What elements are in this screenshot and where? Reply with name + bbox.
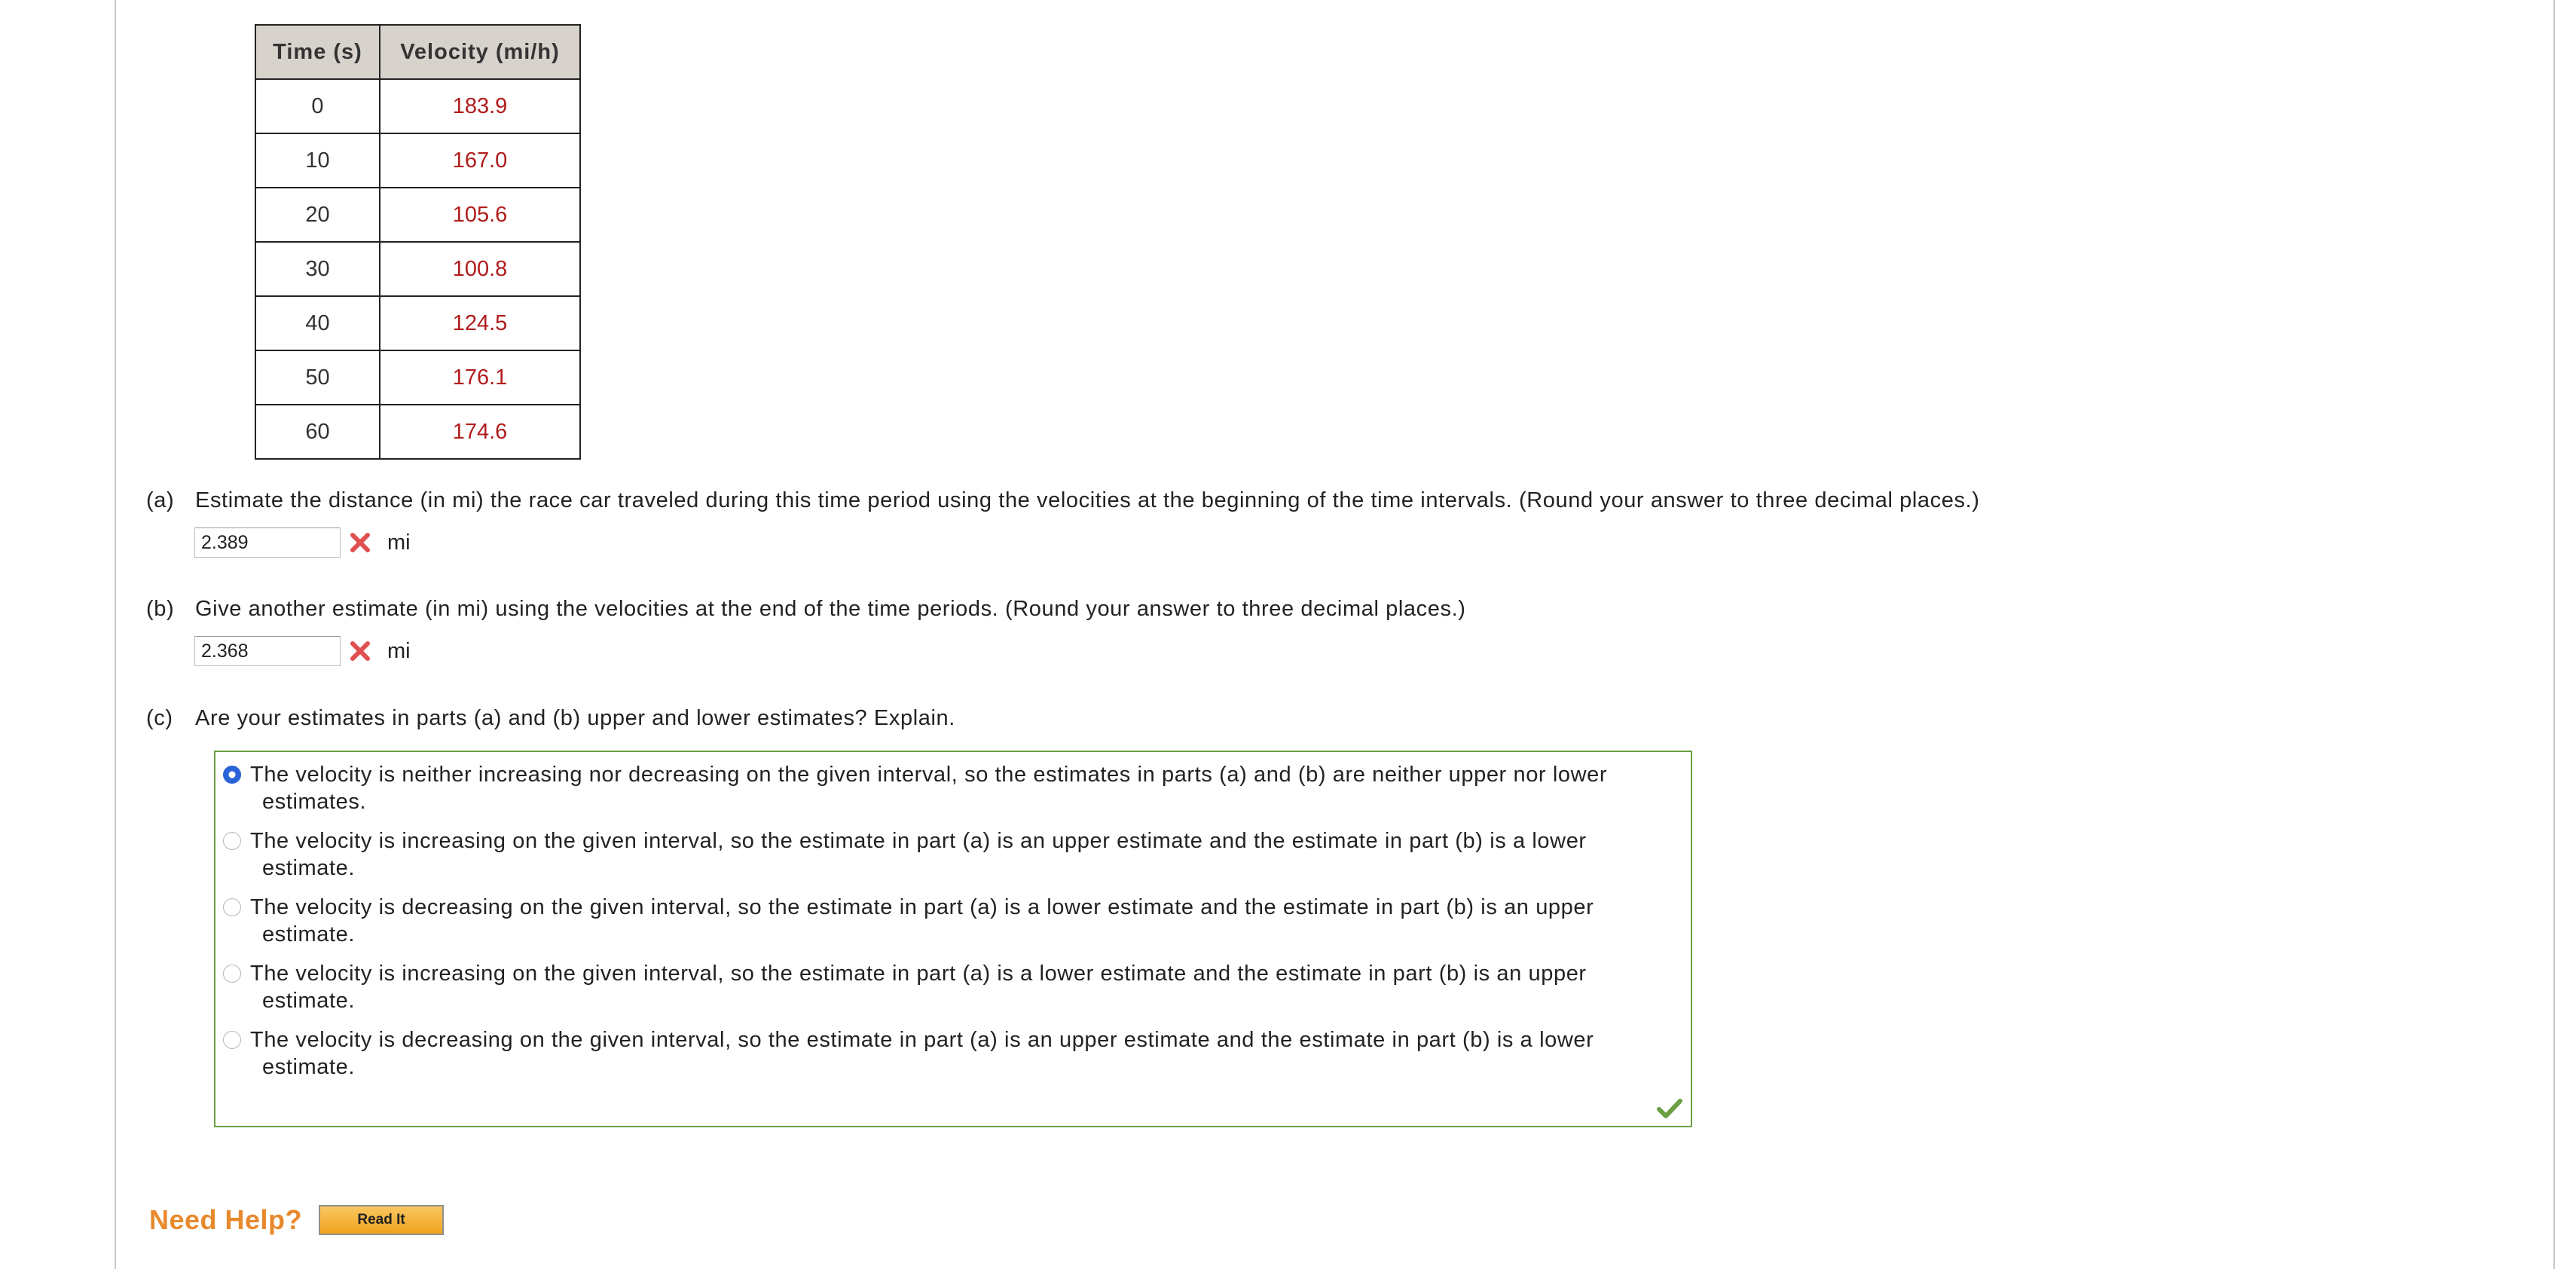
choice-option[interactable] — [223, 960, 1677, 1014]
part-b-answer-input[interactable] — [194, 636, 341, 666]
choice-text-line1: The velocity is decreasing on the given interval, so the estimate in part (a) is an upper estimate and the estimate in part (b) is a lower — [250, 1028, 1594, 1052]
choice-text-line1: The velocity is increasing on the given interval, so the estimate in part (a) is a lower estimate and the estimate in part (b) is an upper — [250, 962, 1587, 986]
table-row — [255, 350, 580, 405]
choice-text-line1: The velocity is neither increasing nor decreasing on the given interval, so the estimates in parts (a) and (b) are neither upper nor lower — [250, 763, 1608, 787]
part-b-unit: mi — [387, 638, 411, 663]
need-help-label: Need Help? — [149, 1204, 303, 1235]
table-row — [255, 188, 580, 242]
time-cell: 10 — [255, 133, 380, 188]
part-c-choices — [214, 751, 1692, 1127]
velocity-cell: 176.1 — [380, 350, 580, 405]
correct-check-icon — [1656, 1097, 1683, 1120]
velocity-cell: 100.8 — [380, 242, 580, 296]
time-header: Time (s) — [255, 25, 380, 79]
time-cell: 30 — [255, 242, 380, 296]
time-cell: 20 — [255, 188, 380, 242]
left-border — [115, 0, 116, 1269]
part-a-text: Estimate the distance (in mi) the race car traveled during this time period using the velocities at the beginning of the time intervals. (Round your answer to three decimal places.) — [195, 488, 1980, 512]
choice-text-line2: estimate. — [262, 989, 356, 1013]
velocity-cell: 183.9 — [380, 79, 580, 133]
choice-text-line2: estimate. — [262, 922, 356, 946]
velocity-table — [255, 24, 581, 460]
time-cell: 60 — [255, 405, 380, 459]
velocity-header: Velocity (mi/h) — [380, 25, 580, 79]
time-cell: 0 — [255, 79, 380, 133]
choice-option[interactable] — [223, 894, 1677, 948]
right-border — [2553, 0, 2555, 1269]
time-cell: 50 — [255, 350, 380, 405]
part-c-text: Are your estimates in parts (a) and (b) upper and lower estimates? Explain. — [195, 706, 955, 730]
choice-option[interactable] — [223, 827, 1677, 882]
incorrect-x-icon — [348, 531, 372, 555]
choice-text-line1: The velocity is decreasing on the given interval, so the estimate in part (a) is a lower estimate and the estimate in part (b) is an upper — [250, 895, 1594, 919]
table-row — [255, 405, 580, 459]
radio-button[interactable] — [223, 832, 241, 850]
part-b-text: Give another estimate (in mi) using the velocities at the end of the time periods. (Round your answer to three decimal places.) — [195, 597, 1466, 621]
choice-option[interactable] — [223, 761, 1677, 815]
radio-button[interactable] — [223, 1031, 241, 1049]
table-row — [255, 242, 580, 296]
part-a-label: (a) — [146, 488, 175, 512]
part-a-answer-input[interactable] — [194, 527, 341, 558]
radio-button-selected[interactable] — [223, 766, 241, 784]
part-a-unit: mi — [387, 530, 411, 555]
help-row — [149, 1204, 444, 1236]
choice-text-line1: The velocity is increasing on the given interval, so the estimate in part (a) is an upper estimate and the estimate in part (b) is a lower — [250, 829, 1587, 853]
part-a-question — [146, 488, 1980, 513]
choice-text-line2: estimate. — [262, 856, 356, 880]
part-c-label: (c) — [146, 706, 173, 730]
part-b-label: (b) — [146, 597, 175, 621]
time-cell: 40 — [255, 296, 380, 350]
part-a-answer-row — [194, 526, 411, 559]
incorrect-x-icon — [348, 639, 372, 663]
radio-button[interactable] — [223, 965, 241, 983]
part-b-question — [146, 597, 1466, 622]
table-row — [255, 296, 580, 350]
velocity-cell: 174.6 — [380, 405, 580, 459]
table-row — [255, 133, 580, 188]
part-c-question — [146, 706, 955, 731]
velocity-cell: 105.6 — [380, 188, 580, 242]
radio-button[interactable] — [223, 898, 241, 916]
part-b-answer-row — [194, 634, 411, 668]
choice-text-line2: estimate. — [262, 1055, 356, 1079]
table-header-row — [255, 25, 580, 79]
choice-option[interactable] — [223, 1026, 1677, 1081]
velocity-cell: 167.0 — [380, 133, 580, 188]
choice-text-line2: estimates. — [262, 790, 367, 814]
velocity-cell: 124.5 — [380, 296, 580, 350]
table-row — [255, 79, 580, 133]
read-it-button[interactable]: Read It — [319, 1205, 444, 1235]
